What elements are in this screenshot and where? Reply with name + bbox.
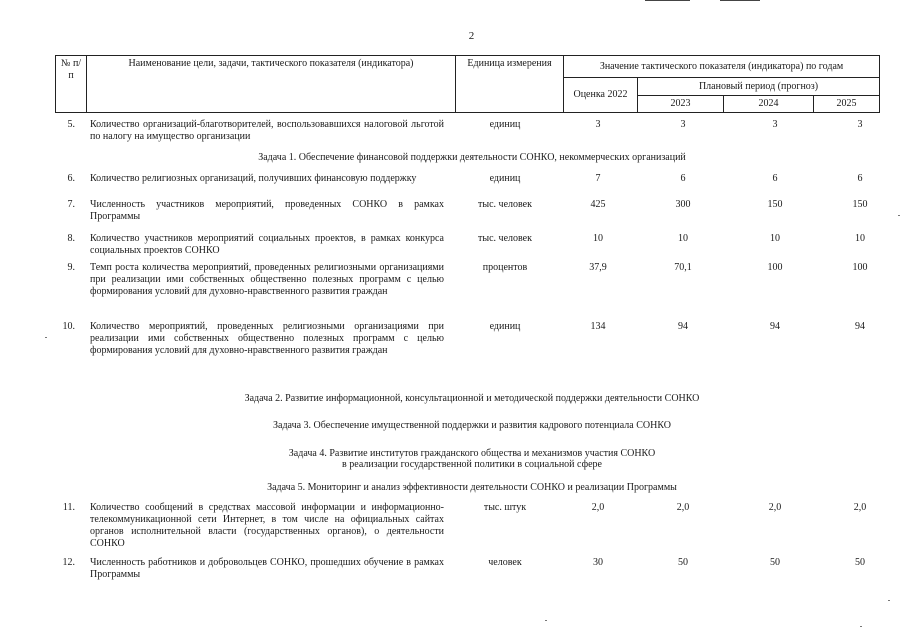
scan-speck — [888, 600, 890, 601]
row-value-2022: 30 — [593, 557, 603, 568]
row-value-2025: 2,0 — [853, 502, 867, 513]
row-value-2022: 134 — [590, 321, 606, 332]
page-number: 2 — [468, 30, 475, 42]
header-year-2023: 2023 — [638, 96, 724, 113]
scan-speck — [860, 626, 862, 627]
row-value-2022: 37,9 — [589, 262, 607, 273]
task-heading: Задача 5. Мониторинг и анализ эффективности деятельности СОНКО и реализации Программы — [267, 482, 677, 493]
scan-speck — [545, 620, 547, 621]
scan-line — [720, 0, 760, 1]
row-unit: тыс. человек — [478, 233, 532, 244]
row-value-2023: 6 — [680, 173, 686, 184]
row-value-2022: 10 — [593, 233, 603, 244]
row-name: Количество организаций-благотворителей, воспользовавшихся налоговой льготой по налогу на имущество организации — [90, 119, 444, 142]
row-name: Численность работников и добровольцев СОНКО, прошедших обучение в рамках Программы — [90, 557, 444, 580]
row-value-2025: 10 — [855, 233, 865, 244]
row-value-2023: 94 — [678, 321, 688, 332]
header-unit: Единица измерения — [456, 56, 564, 113]
task-heading: Задача 4. Развитие институтов гражданского общества и механизмов участия СОНКО — [288, 448, 656, 459]
row-value-2025: 150 — [852, 199, 868, 210]
row-value-2024: 100 — [767, 262, 783, 273]
row-value-2022: 3 — [595, 119, 601, 130]
row-unit: единиц — [489, 173, 521, 184]
task-heading: Задача 2. Развитие информационной, консультационной и методической поддержки деятельности СОНКО — [244, 393, 700, 404]
task-heading: Задача 1. Обеспечение финансовой поддержки деятельности СОНКО, некоммерческих организаций — [258, 152, 686, 163]
header-planned: Плановый период (прогноз) — [638, 78, 880, 96]
row-unit: процентов — [482, 262, 528, 273]
header-name: Наименование цели, задачи, тактического показателя (индикатора) — [87, 56, 456, 113]
header-values-title: Значение тактического показателя (индикатора) по годам — [564, 56, 880, 78]
row-value-2022: 7 — [595, 173, 601, 184]
header-year-2024: 2024 — [724, 96, 814, 113]
row-value-2025: 6 — [857, 173, 863, 184]
row-value-2022: 2,0 — [591, 502, 605, 513]
row-value-2024: 94 — [770, 321, 780, 332]
task-heading: в реализации государственной политики в социальной сфере — [342, 459, 602, 470]
row-value-2025: 3 — [857, 119, 863, 130]
row-number: 7. — [67, 199, 75, 210]
row-value-2023: 70,1 — [674, 262, 692, 273]
row-number: 11. — [62, 502, 75, 513]
row-name: Количество мероприятий, проведенных религиозными организациями при реализации ими собственных общественно полезных программ с целью формирования условий для духовно-нравственного развития граждан — [90, 321, 444, 356]
row-value-2024: 50 — [770, 557, 780, 568]
header-assessment: Оценка 2022 — [564, 78, 638, 113]
row-name: Количество религиозных организаций, получивших финансовую поддержку — [90, 173, 417, 184]
table-header — [55, 55, 880, 113]
row-value-2024: 2,0 — [768, 502, 782, 513]
header-num: № п/п — [56, 56, 87, 113]
row-number: 6. — [67, 173, 75, 184]
row-name: Темп роста количества мероприятий, проведенных религиозными организациями при реализации ими собственных общественно полезных программ с целью формирования условий для духовно-нравственного развития граждан — [90, 262, 444, 297]
row-unit: человек — [488, 557, 522, 568]
row-value-2024: 6 — [772, 173, 778, 184]
row-name: Количество сообщений в средствах массовой информации и информационно-телекоммуникационной сети Интернет, в том числе на официальных сайтах органов исполнительной власти (государственных органов), о деятельности СОНКО — [90, 502, 444, 549]
row-number: 10. — [62, 321, 75, 332]
row-value-2025: 100 — [852, 262, 868, 273]
row-unit: тыс. штук — [483, 502, 527, 513]
row-value-2023: 300 — [675, 199, 691, 210]
row-value-2025: 50 — [855, 557, 865, 568]
row-value-2023: 50 — [678, 557, 688, 568]
row-value-2024: 150 — [767, 199, 783, 210]
row-value-2025: 94 — [855, 321, 865, 332]
scan-speck — [45, 337, 47, 338]
task-heading: Задача 3. Обеспечение имущественной поддержки и развития кадрового потенциала СОНКО — [273, 420, 671, 431]
row-name: Численность участников мероприятий, проведенных СОНКО в рамках Программы — [90, 199, 444, 222]
row-unit: тыс. человек — [478, 199, 532, 210]
row-unit: единиц — [489, 321, 521, 332]
row-value-2024: 3 — [772, 119, 778, 130]
scan-speck — [898, 215, 900, 216]
row-value-2023: 3 — [680, 119, 686, 130]
row-value-2023: 10 — [678, 233, 688, 244]
row-number: 8. — [67, 233, 75, 244]
row-unit: единиц — [489, 119, 521, 130]
row-number: 9. — [67, 262, 75, 273]
row-value-2023: 2,0 — [676, 502, 690, 513]
row-name: Количество участников мероприятий социальных проектов, в рамках конкурса социальных проектов СОНКО — [90, 233, 444, 256]
row-number: 12. — [62, 557, 75, 568]
scan-line — [645, 0, 690, 1]
header-year-2025: 2025 — [814, 96, 880, 113]
row-value-2024: 10 — [770, 233, 780, 244]
row-number: 5. — [67, 119, 75, 130]
row-value-2022: 425 — [590, 199, 606, 210]
